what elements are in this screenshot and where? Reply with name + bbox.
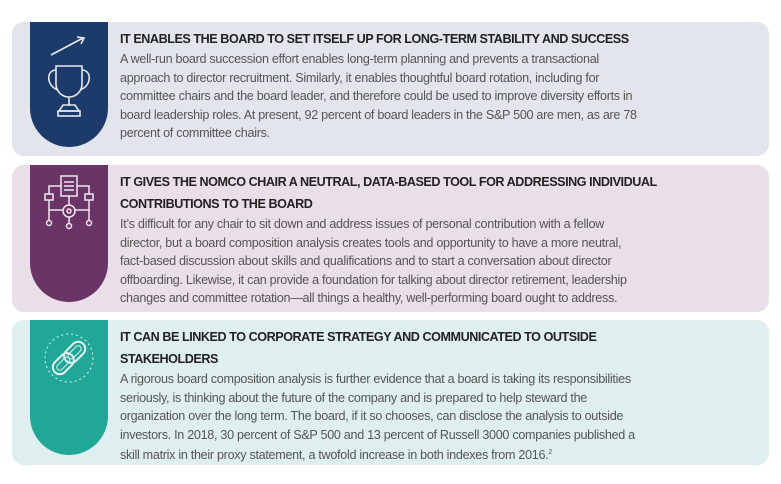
- body-line: investors. In 2018, 30 percent of S&P 500 and 13 percent of Russell 3000 companies published a: [120, 427, 635, 442]
- body-line-text: skill matrix in their proxy statement, a twofold increase in both indexes from 2016.: [120, 448, 549, 463]
- body-line: committee chairs and the board leader, and therefore could be used to improve diversity efforts in: [120, 89, 633, 103]
- heading-line: CONTRIBUTIONS TO THE BOARD: [120, 197, 313, 211]
- body-line: percent of committee chairs.: [120, 126, 270, 140]
- panel-body: [120, 370, 759, 465]
- body-line: seriously, is thinking about the future of the company and is prepared to help steward the: [120, 390, 588, 405]
- body-line: It’s difficult for any chair to sit down and address issues of personal contribution with a fellow: [120, 217, 604, 231]
- body-line: A well-run board succession effort enables long-term planning and prevents a transactional: [120, 52, 599, 66]
- body-line: [120, 444, 759, 465]
- body-line: A rigorous board composition analysis is further evidence that a board is taking its responsibilities: [120, 372, 631, 386]
- body-line: director, but a board composition analysis creates tools and opportunity to have a more neutral,: [120, 235, 622, 250]
- heading-line: IT CAN BE LINKED TO CORPORATE STRATEGY AND COMMUNICATED TO OUTSIDE: [120, 330, 597, 344]
- chain-link-icon: [30, 330, 108, 386]
- body-line: changes and committee rotation—all things a healthy, well-performing board ought to address.: [120, 291, 618, 305]
- heading-line: IT ENABLES THE BOARD TO SET ITSELF UP FOR LONG-TERM STABILITY AND SUCCESS: [120, 32, 629, 46]
- panel-body: [120, 215, 759, 308]
- document-flowchart-gear-icon: [30, 173, 108, 233]
- body-line: offboarding. Likewise, it can provide a foundation for talking about director retirement, leadership: [120, 272, 627, 287]
- panel-corporate-strategy: [12, 320, 769, 465]
- panel-long-term-stability: [12, 22, 769, 156]
- shield-badge: [30, 320, 108, 455]
- panel-heading: [120, 28, 759, 50]
- body-line: approach to director recruitment. Similarly, it enables thoughtful board rotation, including for: [120, 70, 600, 85]
- body-line: board leadership roles. At present, 92 percent of board leaders in the S&P 500 are men, as are 78: [120, 107, 637, 122]
- panel-heading: [120, 171, 759, 215]
- panel-body: [120, 50, 759, 143]
- panel-heading: [120, 326, 759, 370]
- footnote-marker: 2: [548, 449, 552, 456]
- shield-badge: [30, 22, 108, 147]
- trophy-icon: [30, 28, 108, 128]
- heading-line: STAKEHOLDERS: [120, 352, 218, 366]
- panel-nomco-chair-tool: [12, 165, 769, 312]
- shield-badge: [30, 165, 108, 302]
- heading-line: IT GIVES THE NOMCO CHAIR A NEUTRAL, DATA-BASED TOOL FOR ADDRESSING INDIVIDUAL: [120, 175, 657, 189]
- body-line: organization over the long term. The board, if it so chooses, can disclose the analysis to outside: [120, 409, 624, 423]
- body-line: fact-based discussion about skills and qualifications and to start a conversation about director: [120, 254, 612, 268]
